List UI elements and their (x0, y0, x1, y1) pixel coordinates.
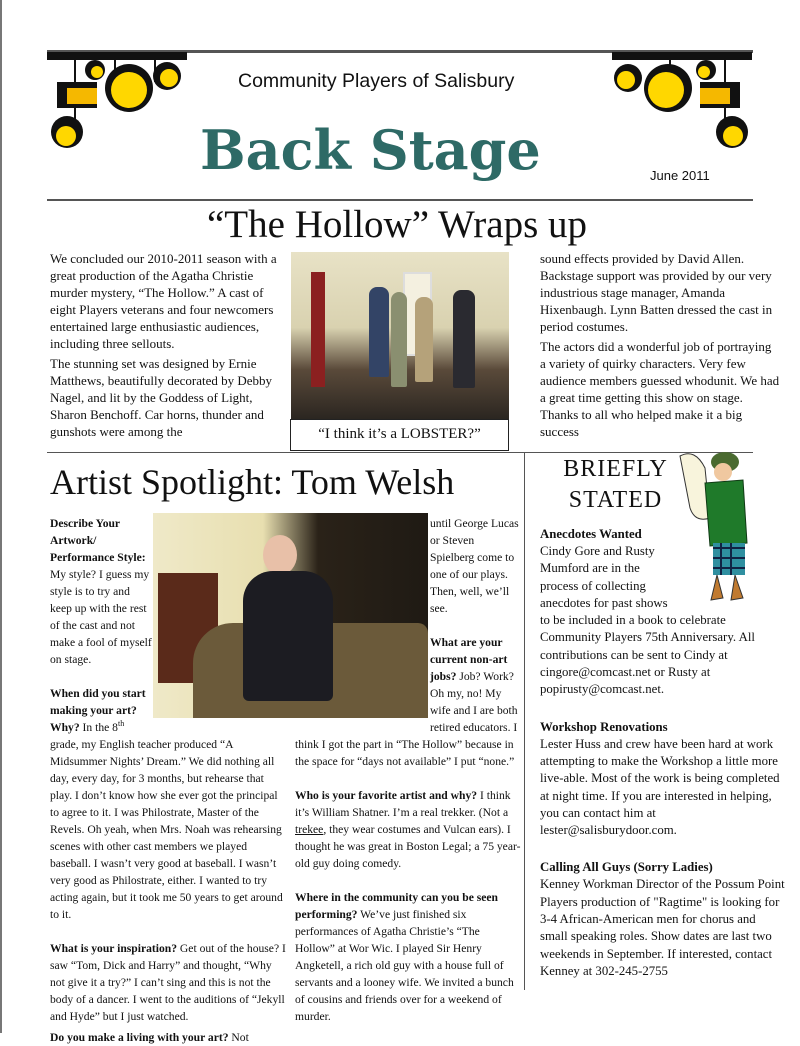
issue-date: June 2011 (650, 168, 710, 183)
interview-question: What are your current non-art jobs? (430, 636, 508, 683)
hollow-paragraph: The stunning set was designed by Ernie Matthews, beautifully decorated by Debby Nagel, and lit by the Goddess of Light, Sharon Benchoff. Car horns, thunder and gunshots were among the (50, 356, 273, 439)
interview-question: What is your inspiration? (50, 942, 178, 955)
interview-answer: until George Lucas or Steven Spielberg come to one of our plays. Then, well, we’ll see. (430, 517, 519, 615)
photo-wrap-spacer (295, 515, 430, 722)
brief-item-heading: Anecdotes Wanted (540, 527, 642, 541)
stage-spotlights-right-icon (610, 52, 755, 152)
organization-name: Community Players of Salisbury (238, 70, 515, 92)
briefly-stated-title (548, 454, 683, 516)
interview-answer: My style? I guess my style is to try and keep up with the rest of the cast and not make a fool of myself on stage. (50, 568, 152, 666)
interview-answer: We’ve just finished six performances of Agatha Christie’s “The Hollow” at Wor Wic. I played Sir Henry Angketell, a rich old guy with a house full of servants and a looney wife. We invited a bunch of cousins and friends over for a weekend of murder. (295, 908, 514, 1023)
hollow-column-1 (50, 250, 288, 443)
briefly-title-line: BRIEFLY (563, 456, 668, 482)
stage-spotlights-left-icon (45, 52, 190, 152)
brief-item-body: Kenney Workman Director of the Possum Point Players production of "Ragtime" is looking for 3-4 African-American men for chorus and small speaking roles. Show dates are last two weekends in September. If interested, contact Kenney at 302-245-2755 (540, 877, 785, 978)
section-divider (47, 452, 753, 453)
superscript: th (117, 719, 125, 729)
hollow-headline: “The Hollow” Wraps up (207, 203, 588, 246)
briefly-stated-column (540, 526, 785, 1000)
spotlight-column-right (295, 515, 521, 1025)
interview-answer: Get out of the house? I saw “Tom, Dick and Harry” and thought, “Why not give it a try?” I can’t sing and this is not the body of a dancer. I went to the auditions of “Jekyll and Hyde” but I just watched. (50, 942, 286, 1023)
brief-item-body: Cindy Gore and Rusty Mumford are in the process of collecting anecdotes for past shows to be included in a book to celebrate Community Players 75th Anniversary. All contributions can be sent to Cindy at cingore@comcast.net or Rusty at popirusty@comcast.net. (540, 544, 755, 697)
spotlight-column-left (50, 515, 288, 1046)
brief-item (540, 719, 785, 840)
interview-question: Describe Your Artwork/ Performance Style: (50, 517, 146, 564)
interview-question: Do you make a living with your art? (50, 1031, 229, 1044)
hollow-photo-caption: “I think it’s a LOBSTER?” (290, 419, 509, 451)
brief-item-heading: Workshop Renovations (540, 719, 668, 734)
interview-answer: think I got the part in “The Hollow” because in the space for “days not available” I put “none.” (295, 738, 515, 768)
interview-answer: In the 8 (79, 721, 118, 734)
masthead-title: Back Stage (200, 118, 541, 182)
interview-answer: Not (228, 1031, 249, 1044)
hollow-paragraph: We concluded our 2010-2011 season with a great production of the Agatha Christie murder mystery, “The Hollow.” A cast of eight Players veterans and four newcomers entertained large enthusiastic audiences, including three sellouts. (50, 251, 277, 351)
interview-question: When did you start making your art? Why? (50, 687, 146, 734)
interview-question: Who is your favorite artist and why? (295, 789, 478, 802)
cartoon-wrap-spacer (675, 526, 785, 606)
briefly-title-line: STATED (568, 487, 663, 513)
hollow-column-2 (540, 250, 780, 443)
interview-answer: , they wear costumes and Vulcan ears). I thought he was great in Boston Legal; a 75 year-old guy doing comedy. (295, 823, 521, 870)
spotlight-headline: Artist Spotlight: Tom Welsh (50, 462, 455, 502)
hollow-paragraph: sound effects provided by David Allen. Backstage support was provided by our very industrious stage manager, Amanda Hixenbaugh. Lynn Batten dressed the cast in period costumes. (540, 251, 773, 334)
interview-answer: Job? Work? Oh my, no! My wife and I are both retired educators. I (430, 670, 518, 734)
photo-wrap-spacer (153, 515, 288, 722)
column-divider (524, 452, 525, 990)
interview-answer: grade, my English teacher produced “A (50, 738, 233, 751)
interview-answer: Midsummer Nights’ Dream.” We did nothing all day, every day, for 3 months, but rehearse that play. I don’t know how she ever got the principal to agree to it. I was Philostrate, Master of the Revels. Oh yeah, when Mrs. Noah was rehearsing scenes with other cast members we played baseball. I wasn’t very good at baseball. I wasn’t very good as Philostrate, either. I wanted to try acting again, but it took me 50 years to get around to it. (50, 755, 283, 921)
hollow-paragraph: The actors did a wonderful job of portraying a variety of quirky characters. Very few audience members guessed whodunit. We had a great time getting this show on stage. Thanks to all who helped make it a big success (540, 339, 780, 439)
header-bottom-rule (47, 199, 753, 201)
interview-answer: I think it’s William Shatner. I’m a real trekker. (Not a (295, 789, 511, 819)
underlined-word: trekee (295, 823, 324, 836)
brief-item-heading: Calling All Guys (Sorry Ladies) (540, 860, 713, 875)
interview-question: Where in the community can you be seen performing? (295, 891, 498, 921)
hollow-stage-photo (291, 252, 509, 420)
brief-item-body: Lester Huss and crew have been hard at work attempting to make the Workshop a little more live-able. Most of the work is being completed at night time. If you are interested in helping, you can contact him at lester@salisburydoor.com. (540, 736, 780, 838)
brief-item (540, 859, 785, 980)
